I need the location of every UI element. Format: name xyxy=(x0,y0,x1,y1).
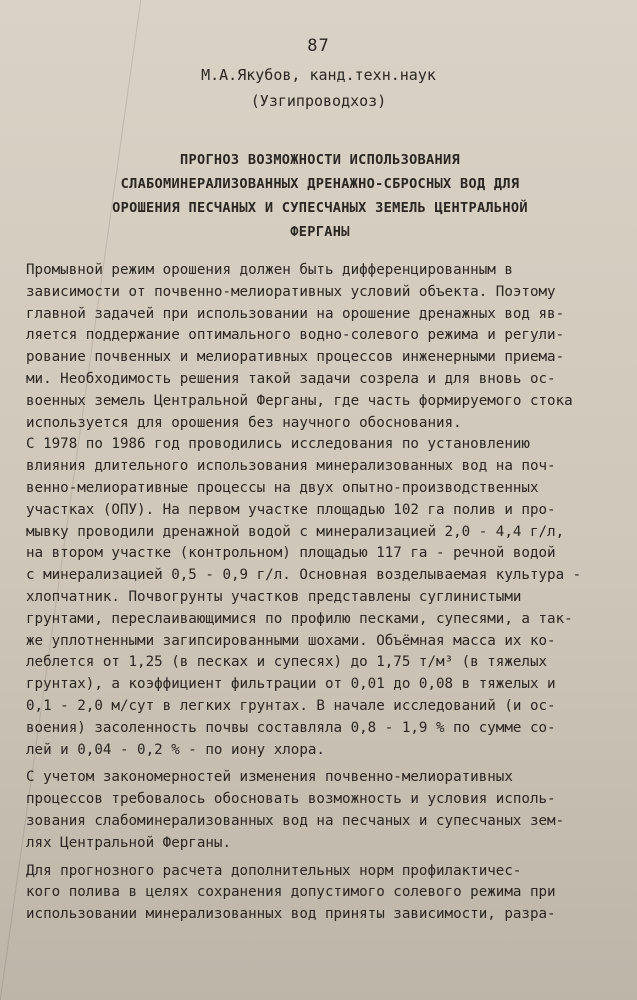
text-line: используется для орошения без научного обоснования. xyxy=(26,414,462,431)
text-line: венно-мелиоративные процессы на двух опытно-производственных xyxy=(26,479,539,496)
text-line: кого полива в целях сохранения допустимого солевого режима при xyxy=(26,884,556,901)
text-line: же уплотненными загипсированными шохами. Объёмная масса их ко- xyxy=(26,632,556,649)
author-line: М.А.Якубов, канд.техн.наук xyxy=(201,66,436,84)
paragraph xyxy=(26,767,626,854)
text-line: на втором участке (контрольном) площадью 117 га - речной водой xyxy=(26,545,556,562)
text-line: зования слабоминерализованных вод на песчаных и супесчаных зем- xyxy=(26,812,565,829)
text-line: Промывной режим орошения должен быть дифференцированным в xyxy=(26,262,513,278)
body-text xyxy=(26,260,626,926)
title-line: ОРОШЕНИЯ ПЕСЧАНЫХ И СУПЕСЧАНЫХ ЗЕМЕЛЬ ЦЕНТРАЛЬНОЙ xyxy=(112,200,528,216)
text-line: с минерализацией 0,5 - 0,9 г/л. Основная возделываемая культура - xyxy=(26,567,582,584)
paragraph xyxy=(26,260,626,434)
text-line: военных земель Центральной Ферганы, где часть формируемого стока xyxy=(26,392,573,409)
text-line: грунтами, переслаивающимися по профилю песками, супесями, а так- xyxy=(26,610,573,627)
text-line: процессов требовалось обосновать возможность и условия исполь- xyxy=(26,791,556,808)
text-line: грунтах), а коэффициент фильтрации от 0,01 до 0,08 в тяжелых и xyxy=(26,676,556,693)
text-line: влияния длительного использования минерализованных вод на поч- xyxy=(26,458,556,475)
text-line: леблется от 1,25 (в песках и супесях) до 1,75 т/м³ (в тяжелых xyxy=(26,654,548,671)
text-line: использовании минерализованных вод приняты зависимости, разра- xyxy=(26,906,556,923)
paragraph xyxy=(26,861,626,926)
title-line: СЛАБОМИНЕРАЛИЗОВАННЫХ ДРЕНАЖНО-СБРОСНЫХ ВОД ДЛЯ xyxy=(120,176,520,192)
text-line: лей и 0,04 - 0,2 % - по иону хлора. xyxy=(26,741,325,758)
text-line: С учетом закономерностей изменения почвенно-мелиоративных xyxy=(26,769,513,786)
text-line: главной задачей при использовании на орошение дренажных вод яв- xyxy=(26,305,565,322)
title-line: ФЕРГАНЫ xyxy=(290,224,350,240)
text-line: зависимости от почвенно-мелиоративных условий объекта. Поэтому xyxy=(26,283,556,300)
page-number: 87 xyxy=(307,36,330,56)
text-line: Для прогнозного расчета дополнительных норм профилактичес- xyxy=(26,862,522,879)
affiliation-line: (Узгипроводхоз) xyxy=(250,92,387,110)
title-line: ПРОГНОЗ ВОЗМОЖНОСТИ ИСПОЛЬЗОВАНИЯ xyxy=(180,152,460,168)
text-line: участках (ОПУ). На первом участке площадью 102 га полив и про- xyxy=(26,501,556,518)
text-line: ляется поддержание оптимального водно-солевого режима и регули- xyxy=(26,327,565,344)
text-line: мывку проводили дренажной водой с минерализацией 2,0 - 4,4 г/л, xyxy=(26,523,565,540)
text-line: рование почвенных и мелиоративных процессов инженерными приема- xyxy=(26,349,565,366)
text-line: воения) засоленность почвы составляла 0,8 - 1,9 % по сумме со- xyxy=(26,719,556,736)
text-line: хлопчатник. Почвогрунты участков представлены суглинистыми xyxy=(26,588,522,605)
text-line: С 1978 по 1986 год проводились исследования по установлению xyxy=(26,436,530,453)
text-line: 0,1 - 2,0 м/сут в легких грунтах. В начале исследований (и ос- xyxy=(26,697,556,714)
paragraph xyxy=(26,434,626,761)
text-line: лях Центральной Ферганы. xyxy=(26,834,231,851)
text-line: ми. Необходимость решения такой задачи созрела и для вновь ос- xyxy=(26,370,556,387)
article-title xyxy=(60,148,580,244)
